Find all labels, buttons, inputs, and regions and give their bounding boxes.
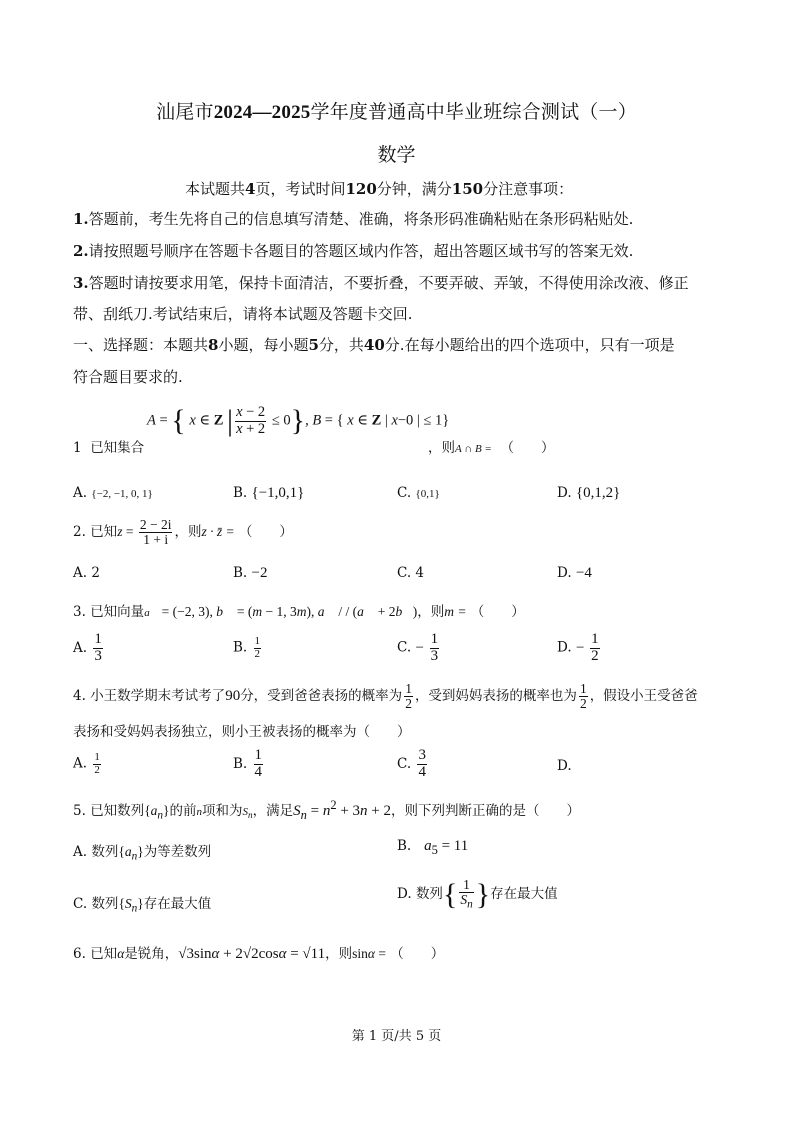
note-num: 3. [73,274,89,292]
q2-stem [73,518,293,547]
option-value: $\frac{1}{2}$ [254,635,261,660]
option-label: B. [233,565,248,581]
option-label: B. [233,639,248,656]
option-value: $\frac{1}{4}$ [254,747,263,780]
section-text: 分.在每小题给出的四个选项中，只有一项是 [384,336,675,354]
q3-option-d [557,632,602,665]
q3-lead: 已知向量 [90,604,145,620]
exam-info [185,178,573,199]
q4-text: ，假设小王受爸爸 [589,688,698,705]
q1-option-c [397,485,440,501]
q2-formula: z = $\frac{2 - 2i}{1 + i}$ [117,517,172,548]
option-value: {−1,0,1} [251,485,305,501]
option-text: 数列 [91,896,119,912]
option-label: B. [233,755,248,772]
option-value: {−2, −1, 0, 1} [91,488,153,500]
q4-prob-dad: $\frac{1}{2}$ [405,681,412,712]
q6-text: 是锐角， [124,946,179,962]
q1-option-d [557,485,620,502]
option-label: A. [73,639,88,656]
option-seq: $\{a_n\}$ [118,844,144,863]
q3-paren: （ ） [470,604,525,620]
option-label: D. [397,886,412,903]
note-2 [73,240,633,261]
q5-stem: 5. 已知数列$\{a_n\}$的前n项和为$S_n$，满足$S_n = n^2 + 3n + 2$，则下列判断正确的是（ ） [73,798,581,822]
option-value: {0,1} [415,488,440,500]
q1-option-a [73,485,153,501]
option-value: $\frac{1}{3}$ [94,631,102,664]
option-value: − $\frac{1}{2}$ [575,631,599,664]
q1-ask-expr: A ∩ B = [455,443,492,455]
q5-option-d [397,878,558,912]
q6-number: 6. [73,946,86,962]
section-text: 一、选择题：本题共 [73,336,209,354]
info-pages: 4 [245,180,256,198]
q2-ask-expr: z · z̄ = [201,523,235,539]
option-label: D. [557,485,572,501]
q4-score: 90 [225,688,241,705]
page-footer: 第 1 页/共 5 页 [351,1029,442,1044]
q2-paren: （ ） [238,523,293,540]
q1-option-b [233,485,304,502]
note-text: 答题前，考生先将自己的信息填写清楚、准确，将条形码准确粘贴在条形码粘贴处. [88,210,634,228]
q5-number: 5. [73,803,86,819]
option-label: D. [557,565,572,581]
note-text: 请按照题号顺序在答题卡各题目的答题区域内作答，超出答题区域书写的答案无效. [88,242,634,260]
subject-title: 数学 [377,144,416,166]
option-label: C. [397,639,412,656]
q1-lead: 已知集合 [90,440,145,456]
q4-option-d: D. [557,758,572,774]
q6-lead: 已知 [90,946,118,962]
info-score: 150 [451,180,484,198]
title-suffix: 学年度普通高中毕业班综合测试（一） [310,101,637,123]
q2-lead: 已知 [90,523,118,540]
info-text: 分注意事项： [483,180,574,198]
q1-paren: （ ） [500,440,555,456]
option-label: B. [233,485,248,501]
q5-formula: $S_n = n^2 + 3n + 2$ [293,798,392,822]
q4-option-c [397,748,429,781]
q3-formula: a⃗ = (−2, 3), b⃗ = (m − 1, 3m), a⃗ / / (a⃗ + 2b⃗) [144,604,418,619]
q4-stem-cont: 表扬和受妈妈表扬独立，则小王被表扬的概率为（ ） [73,724,411,740]
q2-then: ，则 [174,523,202,540]
q6-paren: （ ） [390,946,445,962]
q4-prob-mom: $\frac{1}{2}$ [579,681,587,712]
note-text: 带、刮纸刀.考试结束后，请将本试题及答题卡交回. [73,305,413,323]
option-label: C. [73,896,88,912]
option-label: C. [397,485,412,501]
q6-ask: sinα = [352,946,386,961]
q5-lead: 已知数列 [90,803,145,819]
q2-option-a: A. 2 [73,565,100,581]
q1-number: 1 [73,440,82,456]
q4-text: 分，受到爸爸表扬的概率为 [240,688,403,705]
option-value: −2 [251,565,268,581]
q4-stem [73,682,698,711]
option-label: A. [73,844,88,860]
option-text: 存在最大值 [490,886,558,903]
option-text: 存在最大值 [143,896,212,912]
section-heading [73,334,675,355]
q5-seq: $\{a_n\}$ [144,803,170,822]
note-num: 1. [73,210,89,228]
q3-ask-expr: m = [444,604,467,619]
note-3 [73,272,689,293]
q3-number: 3. [73,604,86,620]
section-each: 5 [308,336,319,354]
q2-option-c: C. 4 [397,565,425,581]
q5-option-a [73,840,211,863]
q2-option-b [233,565,267,582]
q3-option-a [73,632,105,665]
q6-formula: √3sinα + 2√2cosα = √11 [178,946,326,962]
option-label: A. [73,755,88,772]
section-count: 8 [208,336,219,354]
q3-stem [73,600,525,620]
q2-number: 2. [73,523,86,540]
option-text: 数列 [415,886,443,903]
q5-text: ，满足 [252,803,294,819]
option-value: − $\frac{1}{3}$ [415,631,439,664]
note-num: 2. [73,242,89,260]
q4-option-b [233,748,265,781]
option-value: $a_5 = 11$ [424,838,469,857]
exam-title [0,97,793,124]
note-text: 答题时请按要求用笔，保持卡面清洁，不要折叠，不要弄破、弄皱，不得使用涂改液、修正 [88,274,689,292]
option-text: 数列 [91,844,119,860]
q4-text: ，受到妈妈表扬的概率也为 [414,688,577,705]
q5-text: 的前 [169,803,197,819]
note-1 [73,208,633,229]
option-seq: { $\frac{1}{S_n}$ } [442,877,491,912]
q2-option-d [557,565,592,582]
q3-then: ，则 [417,604,445,620]
section-text: 分，共 [318,336,364,354]
q6-stem [73,942,444,963]
q1-then: ，则 [428,440,455,456]
option-label: D. [557,639,572,656]
option-text: 为等差数列 [143,844,212,860]
info-text: 页，考试时间 [255,180,346,198]
q6-then: ，则 [325,946,353,962]
q4-text: 小王数学期末考试考了 [90,688,226,705]
title-years: 2024—2025 [213,102,311,123]
option-value: $\frac{1}{2}$ [94,751,100,776]
q3-option-b [233,636,263,660]
section-total: 40 [363,336,385,354]
section-text: 小题，每小题 [218,336,309,354]
q4-option-a [73,752,103,776]
option-value: $\frac{3}{4}$ [418,747,426,780]
info-minutes: 120 [345,180,377,198]
option-label: C. [397,755,412,772]
q1-set-formula: A = { x ∈ Z | $\frac{x - 2}{x + 2}$ ≤ 0}, B = { x ∈ Z | x−0 | ≤ 1} [147,404,450,437]
q1-ask [428,436,554,456]
info-text: 分钟，满分 [376,180,452,198]
title-prefix: 汕尾市 [156,101,214,123]
option-seq: $\{S_n\}$ [118,896,144,915]
info-text: 本试题共 [185,180,246,198]
option-label: A. [73,485,88,501]
option-value: −4 [575,565,592,581]
q4-number: 4. [73,688,86,705]
q5-text: ，则下列判断正确的是（ ） [391,803,581,819]
option-label: B. [397,838,412,854]
q5-option-c [73,892,211,915]
section-heading-cont: 符合题目要求的. [73,368,183,386]
q5-option-b [397,838,468,858]
note-3-cont [73,303,413,324]
q3-option-c [397,632,441,665]
q5-text: 项和为 [202,803,243,819]
q6-alpha: α [117,946,125,961]
q1-stem [73,436,144,456]
option-value: {0,1,2} [575,485,621,501]
